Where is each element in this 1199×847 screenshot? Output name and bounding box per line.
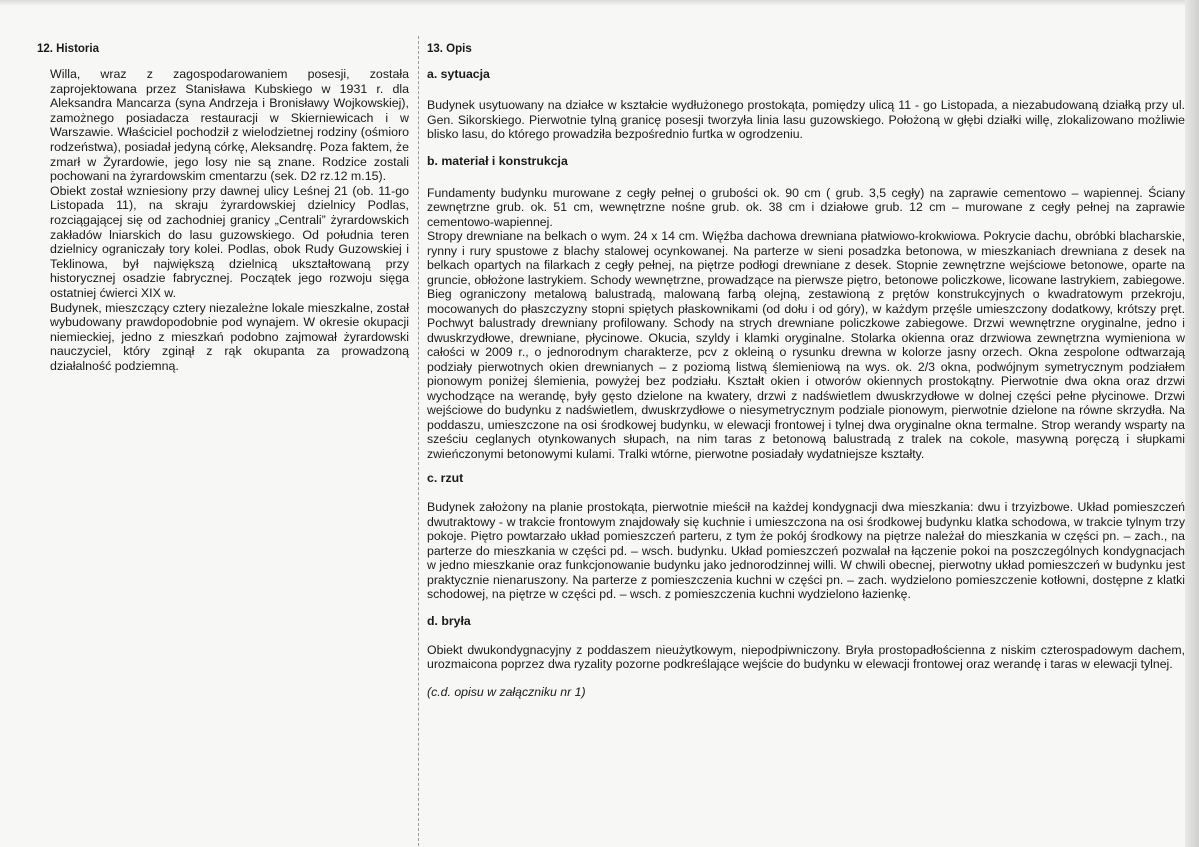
description-column — [427, 43, 1185, 699]
history-paragraph-3: Budynek, mieszczący cztery niezależne lokale mieszkalne, został wybudowany prawdopodobnie pod wynajem. W okresie okupacji niemieckiej, jedno z mieszkań podobno zajmował żyrardowski nauczyciel, który zginął z rąk okupanta za prowadzoną działalność podziemną. — [50, 300, 409, 373]
scan-edge-right — [1185, 0, 1199, 847]
heading-rzut: c. rzut — [427, 471, 464, 485]
paragraph-stropy: Stropy drewniane na belkach o wym. 24 x 14 cm. Więźba dachowa drewniana płatwiowo-krokwiowa. Pokrycie dachu, obróbki blacharskie, rynny i rury spustowe z blachy stalowej ocynkowanej. Na parterze w sieni posadzka betonowa, w mieszkaniach drewniana z desek na belkach opartych na filarkach z cegły pełnej, na piętrze podłogi drewniane z desek. Stopnie zewnętrzne wejściowe betonowe, oparte na gruncie, obłożone lastrykiem. Schody wewnętrzne, prowadzące na pierwsze piętro, betonowe policzkowe, licowane lastrykiem, zabiegowe. Bieg ograniczony metalową balustradą, malowaną farbą olejną, zestawioną z prętów konstrukcyjnych o kwadratowym przekroju, mocowanych do płaszczyzny stopni spiętych płaskownikami (od dołu i od góry), w każdym przęśle umieszczony dodatkowy, krótszy pręt. Pochwyt balustrady drewniany profilowany. Schody na strych drewniane policzkowe zabiegowe. Drzwi wewnętrzne oryginalne, jedno i dwuskrzydłowe, drewniane, płycinowe. Okucia, szyldy i klamki oryginalne. Stolarka okienna oraz drzwiowa zewnętrzna wymieniona w całości w 2009 r., o jednorodnym charakterze, pcv z okleiną o rysunku drewna w kolorze jasny orzech. Okna zespolone odtwarzają podziały pierwotnych okien drewnianych – z poziomą listwą ślemieniową na wys. ok. 2/3 okna, podwójnym symetrycznym podziałem pionowym poniżej ślemienia, powyżej bez podziału. Kształt okien i otworów okiennych prostokątny. Pierwotnie dwa okna oraz drzwi wychodzące na werandę, były gęsto dzielone na kwatery, drzwi z nadświetlem dwuskrzydłowe w dolnej części pełne płycinowe. Drzwi wejściowe do budynku z nadświetlem, dwuskrzydłowe o niesymetrycznym podziale pionowym, pierwotnie dzielone na równe skrzydła. Na poddaszu, umieszczone na osi środkowej budynku, w elewacji frontowej i tylnej dwa oryginalne okna termalne. Strop werandy wsparty na sześciu ceglanych otynkowanych słupach, na nim taras z betonową balustradą z tralek na cokole, masywną poręczą i słupkami zwieńczonymi betonowymi kulami. Tralki wtórne, pierwotne posiadały wydatniejsze kształty. — [427, 229, 1185, 461]
paragraph-bryla: Obiekt dwukondygnacyjny z poddaszem nieużytkowym, niepodpiwniczony. Bryła prostopadłościenna z niskim czterospadowym dachem, urozmaicona poprzez dwa ryzality pozorne podkreślające wejście do budynku w elewacji frontowej oraz werandę i taras w elewacji tylnej. — [427, 642, 1185, 671]
paragraph-sytuacja: Budynek usytuowany na działce w kształcie wydłużonego prostokąta, pomiędzy ulicą 11 - go Listopada, a niezabudowaną działką przy ul. Gen. Sikorskiego. Pierwotnie tylną granicę posesji tworzyła linia lasu guzowskiego. Położoną w głębi działki willę, zlokalizowano możliwie blisko lasu, do którego prowadziła bezpośrednio furtka w ogrodzeniu. — [427, 98, 1185, 141]
continuation-note: (c.d. opisu w załączniku nr 1) — [427, 684, 586, 699]
description-title: 13. Opis — [427, 43, 472, 55]
scan-edge-top — [0, 0, 1199, 6]
column-divider — [418, 36, 420, 846]
history-paragraph-2: Obiekt został wzniesiony przy dawnej ulicy Leśnej 21 (ob. 11-go Listopada 11), na skraju żyrardowskiej dzielnicy Podlas, rozciągającej się od zachodniej granicy „Centrali” żyrardowskich zakładów lniarskich do lasu guzowskiego. Od południa teren dzielnicy ograniczały tory kolei. Podlas, obok Rudy Guzowskiej i Teklinowa, był największą dzielnicą ukształtowaną przy historycznej osadzie fabrycznej. Początek jego rozwoju sięga ostatniej ćwierci XIX w. — [50, 183, 409, 300]
paragraph-fundamenty: Fundamenty budynku murowane z cegły pełnej o grubości ok. 90 cm ( grub. 3,5 cegły) na zaprawie cementowo – wapiennej. Ściany zewnętrzne grub. ok. 51 cm, wewnętrzne nośne grub. ok. 38 cm i działowe grub. 12 cm – murowane z cegły pełnej na zaprawie cementowo-wapiennej. — [427, 185, 1185, 229]
history-column — [37, 43, 409, 373]
history-paragraph-1: Willa, wraz z zagospodarowaniem posesji, została zaprojektowana przez Stanisława Kubskiego w 1931 r. dla Aleksandra Mancarza (syna Andrzeja i Bronisławy Wojkowskiej), zamożnego posiadacza restauracji w Skierniewicach i w Warszawie. Właściciel pochodził z wielodzietnej rodziny (ośmioro rodzeństwa), posiadał jedyną córkę, Aleksandrę. Poza faktem, że zmarł w Żyrardowie, jego losy nie są znane. Rodzice zostali pochowani na żyrardowskim cmentarzu (sek. D2 rz.12 m.15). — [50, 67, 409, 184]
heading-sytuacja: a. sytuacja — [427, 67, 490, 81]
heading-material-konstrukcja: b. materiał i konstrukcja — [427, 153, 568, 168]
history-text — [50, 67, 409, 373]
heading-bryla: d. bryła — [427, 613, 471, 628]
history-title: 12. Historia — [37, 43, 99, 55]
paragraph-rzut: Budynek założony na planie prostokąta, pierwotnie mieścił na każdej kondygnacji dwa mieszkania: dwu i trzyizbowe. Układ pomieszczeń dwutraktowy - w trakcie frontowym znajdowały się kuchnie i umieszczona na osi środkowej budynku klatka schodowa, w trakcie tylnym trzy pokoje. Piętro powtarzało układ pomieszczeń parteru, z tym że pokój środkowy na piętrze należał do mieszkania w części pn. – zach., na parterze do mieszkania w części pd. – wsch. budynku. Układ pomieszczeń pozwalał na łączenie pokoi na poszczególnych kondygnacjach w jedno mieszkanie oraz funkcjonowanie budynku jako jednorodzinnej willi. W chwili obecnej, pierwotny układ pomieszczeń w budynku jest praktycznie nienaruszony. Na parterze z pomieszczenia kuchni w części pn. – zach. wydzielono pomieszczenie kotłowni, dostępne z klatki schodowej, na piętrze w części pd. – wsch. z pomieszczenia kuchni wydzielono łazienkę. — [427, 500, 1185, 601]
